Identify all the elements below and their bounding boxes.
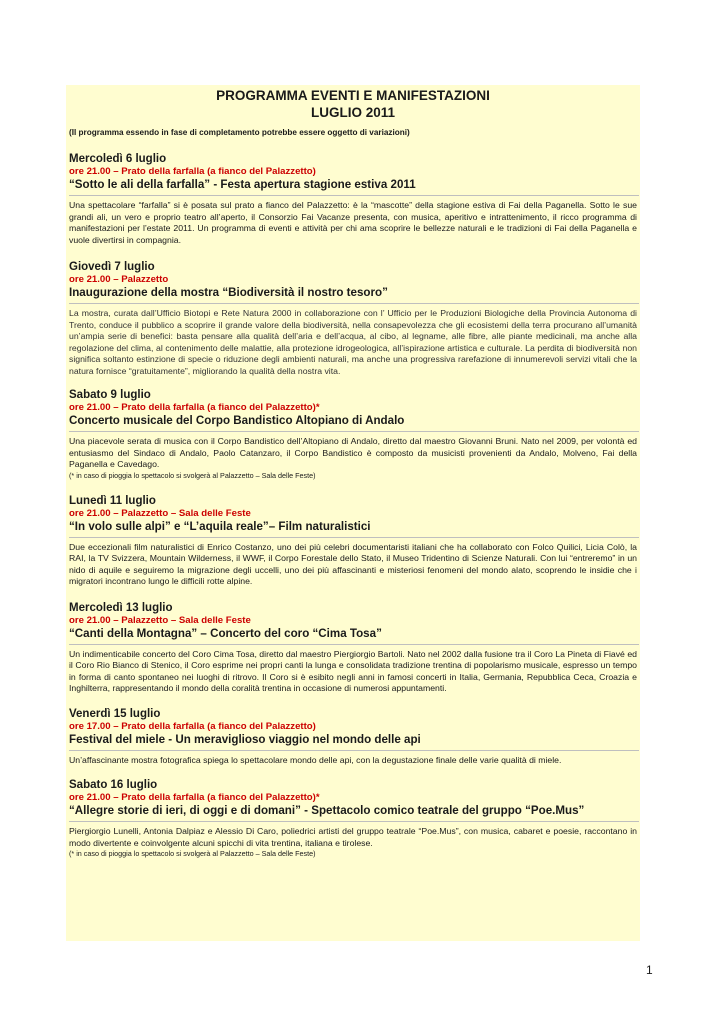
document-subtitle: LUGLIO 2011 bbox=[310, 105, 396, 120]
event-date: Mercoledì 6 luglio bbox=[69, 153, 167, 165]
event-block bbox=[69, 260, 639, 377]
document-page bbox=[66, 85, 640, 941]
event-time-location: ore 21.00 – Prato della farfalla (a fianco del Palazzetto) bbox=[69, 166, 316, 177]
event-title: “Sotto le ali della farfalla” - Festa apertura stagione estiva 2011 bbox=[69, 178, 639, 196]
event-description: Una piacevole serata di musica con il Corpo Bandistico dell’Altopiano di Andalo, diretto dal maestro Giovanni Bruni. Nato nel 2009, per volontà ed entusiasmo del Sindaco di Andalo, Paolo Catanzaro, il Corpo Bandistico è composto da musicisti provenienti da Andalo, Molveno, Fai della Paganella e Cavedago. bbox=[69, 436, 637, 469]
event-title: Festival del miele - Un meraviglioso viaggio nel mondo delle api bbox=[69, 733, 639, 751]
event-date: Giovedì 7 luglio bbox=[69, 261, 155, 273]
event-block bbox=[69, 778, 639, 859]
event-block bbox=[69, 707, 639, 767]
event-time-location: ore 21.00 – Prato della farfalla (a fianco del Palazzetto)* bbox=[69, 402, 320, 413]
event-time-location: ore 17.00 – Prato della farfalla (a fianco del Palazzetto) bbox=[69, 720, 316, 732]
event-description: Un indimenticabile concerto del Coro Cima Tosa, diretto dal maestro Piergiorgio Bartoli. Nato nel 2002 dalla fusione tra il Coro La Pineta di Fiavé ed il Coro Rio Bianco di Stenico, il Coro esprime nei propri canti la lunga e consolidata tradizione trentina di popolarismo musicale, espresso un tempo in forma di canto spontaneo nei luoghi di ritrovo. Il Coro si è esibito negli anni in famosi concerti in Italia, Germania, Repubblica Ceca, Croazia e Inghilterra, rappresentando il mondo della coralità trentina in occasione di numerosi appuntamenti. bbox=[69, 648, 637, 693]
document-title: PROGRAMMA EVENTI E MANIFESTAZIONI bbox=[216, 88, 490, 103]
event-description: Due eccezionali film naturalistici di Enrico Costanzo, uno dei più celebri documentaristi italiani che ha collaborato con Folco Quilici, Licia Colò, la RAI, la TV Svizzera, Mountain Wilderness, il WWF, il Corpo Forestale dello Stato, il Museo Tridentino di Scienze Naturali. Con lui “entreremo” in un nido di aquile e seguiremo la migrazione degli uccelli, uno dei più affascinanti e misteriosi fenomeni del mondo alato, scoprendo le insidie che i migratori incontrano lungo le difficili rotte alpine. bbox=[69, 541, 637, 586]
event-block bbox=[69, 494, 639, 588]
event-title: Inaugurazione della mostra “Biodiversità il nostro tesoro” bbox=[69, 286, 639, 304]
event-block bbox=[69, 152, 639, 246]
event-date: Venerdì 15 luglio bbox=[69, 707, 161, 720]
disclaimer-note: (Il programma essendo in fase di completamento potrebbe essere oggetto di variazioni) bbox=[69, 128, 410, 137]
event-description: Piergiorgio Lunelli, Antonia Dalpiaz e Alessio Di Caro, poliedrici artisti del gruppo teatrale “Poe.Mus”, con musica, cabaret e poesie, raccontano in modo divertente e coinvolgente alcuni spicchi di vita trentina, italiana e tirolese. bbox=[69, 826, 637, 848]
event-time-location: ore 21.00 – Palazzetto – Sala delle Feste bbox=[69, 614, 251, 626]
event-time-location: ore 21.00 – Prato della farfalla (a fianco del Palazzetto)* bbox=[69, 792, 320, 803]
event-time-location: ore 21.00 – Palazzetto bbox=[69, 274, 169, 285]
page-number: 1 bbox=[646, 963, 653, 977]
rain-note: (* in caso di pioggia lo spettacolo si svolgerà al Palazzetto – Sala delle Feste) bbox=[69, 470, 316, 480]
event-description: La mostra, curata dall’Ufficio Biotopi e Rete Natura 2000 in collaborazione con l’ Ufficio per le Produzioni Biologiche della Provincia Autonoma di Trento, conduce il pubblico a scoprire il grande valore della biodiversità, nella consapevolezza che gli ecosistemi della terra procurano all’umanità un’ampia serie di benefici: basta pensare alla qualità dell’aria e dell’acqua, al cibo, al legname, alle fibre, alle piante medicinali, ma anche alla regolazione del clima, al contenimento delle malattie, alla protezione idrogeologica, all’ispirazione artistica e culturale. La perdita di biodiversità non significa soltanto estinzione di specie o riduzione degli ambienti naturali, ma anche una progressiva rarefazione di innumerevoli servizi vitali che la natura fornisce “gratuitamente”, migliorando la qualità della nostra vita. bbox=[69, 308, 637, 376]
event-block bbox=[69, 601, 639, 695]
event-date: Lunedì 11 luglio bbox=[69, 494, 156, 507]
document-header bbox=[66, 87, 640, 121]
event-description: Un’affascinante mostra fotografica spiega lo spettacolare mondo delle api, con la degustazione finale delle varie qualità di miele. bbox=[69, 754, 562, 765]
event-title: “Allegre storie di ieri, di oggi e di domani” - Spettacolo comico teatrale del gruppo “Poe.Mus” bbox=[69, 804, 639, 822]
event-description: Una spettacolare “farfalla” si è posata sul prato a fianco del Palazzetto: è la “mascotte” della stagione estiva di Fai della Paganella. Sotto le sue grandi ali, un vero e proprio teatro all’aperto, il Consorzio Fai Vacanze presenta, con musica, aperitivo e intrattenimento, il ricco programma di manifestazioni per l’estate 2011. Un programma di eventi e attività per chi ama scoprire le bellezze naturali e le tradizioni di Fai della Paganella e vuole divertirsi in compagnia. bbox=[69, 200, 637, 245]
event-date: Sabato 16 luglio bbox=[69, 779, 158, 791]
event-time-location: ore 21.00 – Palazzetto – Sala delle Feste bbox=[69, 507, 251, 519]
event-date: Sabato 9 luglio bbox=[69, 389, 151, 401]
event-title: “Canti della Montagna” – Concerto del coro “Cima Tosa” bbox=[69, 627, 639, 645]
event-title: “In volo sulle alpi” e “L’aquila reale”– Film naturalistici bbox=[69, 520, 639, 538]
rain-note: (* in caso di pioggia lo spettacolo si svolgerà al Palazzetto – Sala delle Feste) bbox=[69, 849, 316, 858]
event-block bbox=[69, 388, 639, 481]
event-date: Mercoledì 13 luglio bbox=[69, 601, 173, 614]
event-title: Concerto musicale del Corpo Bandistico Altopiano di Andalo bbox=[69, 414, 639, 432]
